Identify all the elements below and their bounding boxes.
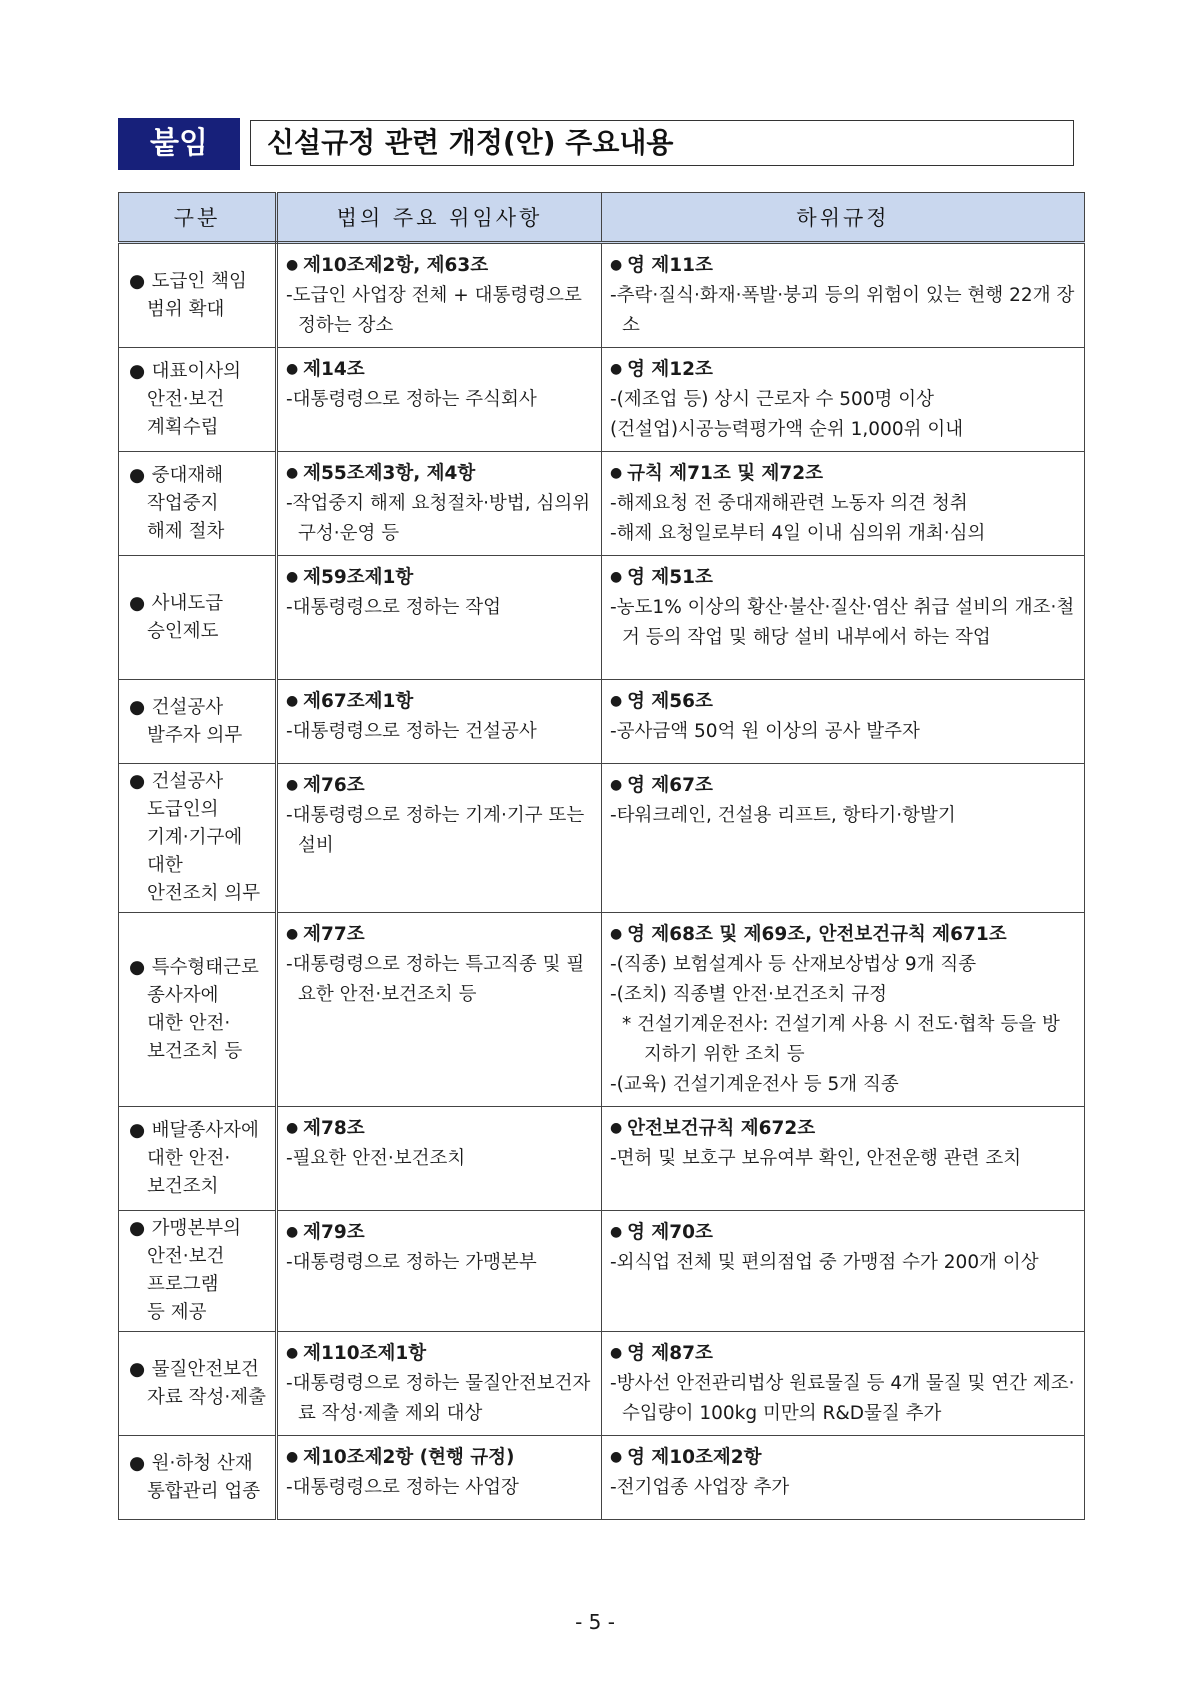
table-row: [119, 1107, 1085, 1211]
law-cell: [277, 1107, 602, 1211]
sub-regulation-cell: [602, 764, 1085, 913]
category-line: 대한 안전·: [147, 1012, 231, 1034]
page-number: - 5 -: [575, 1610, 615, 1634]
category-text: [129, 386, 269, 414]
law-item: -필요한 안전·보건조치: [286, 1148, 466, 1169]
category-text: [129, 1010, 269, 1038]
table-row: [119, 1436, 1085, 1520]
law-cell: [277, 348, 602, 452]
category-text: [129, 1384, 269, 1412]
category-text: [129, 880, 269, 908]
table-row: [119, 680, 1085, 764]
law-cell: [277, 556, 602, 680]
category-line: 기계·기구에: [147, 827, 243, 848]
category-text: [129, 490, 269, 518]
law-article-ref: ● 제14조: [286, 354, 593, 385]
category-cell: [119, 764, 277, 913]
bullet-icon: ●: [129, 771, 152, 792]
category-line: 가맹본부의: [151, 1218, 241, 1239]
category-line: 해제 절차: [147, 520, 225, 542]
category-cell: [119, 452, 277, 556]
column-header-category: 구분: [119, 193, 277, 243]
category-text: [129, 954, 269, 982]
sub-regulation-ref: ● 영 제56조: [610, 686, 1076, 717]
category-text: [129, 590, 269, 618]
category-line: 안전·보건: [147, 1246, 225, 1267]
attachment-tag: 붙임: [118, 118, 240, 170]
category-line: 중대재해: [151, 464, 224, 486]
category-line: 안전·보건: [147, 388, 225, 410]
sub-regulation-cell: [602, 452, 1085, 556]
law-article-ref: ● 제10조제2항, 제63조: [286, 250, 593, 281]
category-text: [129, 694, 269, 722]
category-text: [129, 1243, 269, 1271]
category-cell: [119, 1211, 277, 1332]
category-line: 발주자 의무: [147, 724, 243, 746]
category-line: 계획수립: [147, 416, 219, 438]
category-cell: [119, 680, 277, 764]
sub-regulation-item: -농도1% 이상의 황산·불산·질산·염산 취급 설비의 개조·철거 등의 작업 및 해당 설비 내부에서 하는 작업: [610, 597, 1075, 648]
law-item: -작업중지 해제 요청절차·방법, 심의위 구성·운영 등: [286, 493, 591, 544]
sub-regulation-cell: [602, 1332, 1085, 1436]
law-article-ref: ● 제59조제1항: [286, 562, 593, 593]
category-line: 범위 확대: [147, 298, 225, 320]
sub-regulation-cell: [602, 348, 1085, 452]
category-line: 승인제도: [147, 620, 219, 642]
sub-regulation-item: -(제조업 등) 상시 근로자 수 500명 이상: [610, 389, 935, 410]
category-line: 대한 안전·: [147, 1147, 231, 1169]
category-text: [129, 1215, 269, 1243]
sub-regulation-note: * 건설기계운전사: 건설기계 사용 시 전도·협착 등을 방지하기 위한 조치 등: [622, 1014, 1060, 1065]
regulation-table: [118, 192, 1085, 1520]
category-text: [129, 1478, 269, 1506]
law-cell: [277, 680, 602, 764]
category-line: 배달종사자에: [151, 1119, 259, 1141]
bullet-icon: ●: [129, 956, 152, 978]
table-row: [119, 556, 1085, 680]
column-header-law: 법의 주요 위임사항: [277, 193, 602, 243]
category-line: 프로그램: [147, 1274, 219, 1295]
law-cell: [277, 1436, 602, 1520]
law-item: -대통령령으로 정하는 가맹본부: [286, 1252, 537, 1273]
sub-regulation-cell: [602, 913, 1085, 1107]
category-text: [129, 268, 269, 296]
category-line: 대표이사의: [151, 360, 241, 382]
table-header-row: [119, 193, 1085, 243]
sub-regulation-ref: ● 영 제11조: [610, 250, 1076, 281]
bullet-icon: ●: [129, 1358, 152, 1380]
category-text: [129, 1271, 269, 1299]
sub-regulation-cell: [602, 1436, 1085, 1520]
category-text: [129, 1299, 269, 1327]
bullet-icon: ●: [129, 1452, 152, 1474]
law-item: -대통령령으로 정하는 사업장: [286, 1477, 519, 1498]
bullet-icon: ●: [129, 1119, 152, 1141]
category-line: 보건조치: [147, 1175, 219, 1197]
category-line: 도급인 책임: [151, 270, 247, 292]
category-cell: [119, 556, 277, 680]
table-body: [119, 243, 1085, 1520]
sub-regulation-item: -(직종) 보험설계사 등 산재보상법상 9개 직종: [610, 954, 977, 975]
category-text: [129, 618, 269, 646]
bullet-icon: ●: [129, 1218, 152, 1239]
category-line: 특수형태근로: [151, 956, 259, 978]
bullet-icon: ●: [129, 696, 152, 718]
law-article-ref: ● 제77조: [286, 919, 593, 950]
category-text: [129, 1038, 269, 1066]
category-line: 작업중지: [147, 492, 219, 514]
sub-regulation-item: -방사선 안전관리법상 원료물질 등 4개 물질 및 연간 제조·수입량이 100kg 미만의 R&D물질 추가: [610, 1373, 1075, 1424]
table-row: [119, 913, 1085, 1107]
sub-regulation-cell: [602, 243, 1085, 348]
law-item: -대통령령으로 정하는 특고직종 및 필요한 안전·보건조치 등: [286, 954, 585, 1005]
column-header-sub-regulation: 하위규정: [602, 193, 1085, 243]
category-cell: [119, 1436, 277, 1520]
law-cell: [277, 764, 602, 913]
category-text: [129, 852, 269, 880]
category-cell: [119, 1332, 277, 1436]
category-line: 건설공사: [151, 696, 224, 718]
sub-regulation-ref: ● 안전보건규칙 제672조: [610, 1113, 1076, 1144]
sub-regulation-item: -타워크레인, 건설용 리프트, 항타기·항발기: [610, 805, 956, 826]
category-text: [129, 982, 269, 1010]
law-cell: [277, 1211, 602, 1332]
law-item: -대통령령으로 정하는 건설공사: [286, 721, 537, 742]
law-cell: [277, 1332, 602, 1436]
category-cell: [119, 348, 277, 452]
category-line: 통합관리 업종: [147, 1480, 261, 1502]
bullet-icon: ●: [129, 360, 152, 382]
category-cell: [119, 1107, 277, 1211]
category-text: [129, 1145, 269, 1173]
law-article-ref: ● 제55조제3항, 제4항: [286, 458, 593, 489]
law-article-ref: ● 제78조: [286, 1113, 593, 1144]
bullet-icon: ●: [129, 464, 152, 486]
category-text: [129, 518, 269, 546]
sub-regulation-item: -(조치) 직종별 안전·보건조치 규정: [610, 984, 887, 1005]
sub-regulation-cell: [602, 556, 1085, 680]
sub-regulation-ref: ● 영 제12조: [610, 354, 1076, 385]
bullet-icon: ●: [129, 270, 152, 292]
category-cell: [119, 243, 277, 348]
category-text: [129, 1117, 269, 1145]
category-text: [129, 824, 269, 852]
table-row: [119, 452, 1085, 556]
sub-regulation-item: -해제 요청일로부터 4일 이내 심의위 개최·심의: [610, 523, 986, 544]
category-text: [129, 722, 269, 750]
category-line: 사내도급: [151, 592, 224, 614]
law-cell: [277, 452, 602, 556]
category-line: 자료 작성·제출: [147, 1386, 266, 1408]
sub-regulation-item: -(교육) 건설기계운전사 등 5개 직종: [610, 1074, 899, 1095]
category-cell: [119, 913, 277, 1107]
category-line: 도급인의: [147, 799, 219, 820]
title-box: [250, 120, 1074, 166]
category-text: [129, 462, 269, 490]
law-cell: [277, 913, 602, 1107]
bullet-icon: ●: [129, 592, 152, 614]
law-item: -대통령령으로 정하는 기계·기구 또는 설비: [286, 805, 585, 856]
sub-regulation-ref: ● 영 제68조 및 제69조, 안전보건규칙 제671조: [610, 919, 1076, 950]
category-line: 종사자에: [147, 984, 219, 1006]
sub-regulation-cell: [602, 1107, 1085, 1211]
category-text: [129, 796, 269, 824]
category-line: 대한: [147, 855, 183, 876]
sub-regulation-ref: ● 영 제87조: [610, 1338, 1076, 1369]
category-line: 등 제공: [147, 1302, 207, 1323]
category-text: [129, 768, 269, 796]
category-text: [129, 414, 269, 442]
sub-regulation-item: -추락·질식·화재·폭발·붕괴 등의 위험이 있는 현행 22개 장소: [610, 285, 1075, 336]
table-row: [119, 348, 1085, 452]
category-text: [129, 358, 269, 386]
law-cell: [277, 243, 602, 348]
category-text: [129, 296, 269, 324]
category-line: 원·하청 산재: [151, 1452, 253, 1474]
category-line: 건설공사: [151, 771, 224, 792]
sub-regulation-ref: ● 규칙 제71조 및 제72조: [610, 458, 1076, 489]
law-item: -대통령령으로 정하는 주식회사: [286, 389, 537, 410]
law-article-ref: ● 제67조제1항: [286, 686, 593, 717]
category-line: 물질안전보건: [151, 1358, 259, 1380]
law-article-ref: ● 제79조: [286, 1217, 593, 1248]
law-item: -대통령령으로 정하는 물질안전보건자료 작성·제출 제외 대상: [286, 1373, 591, 1424]
category-text: [129, 1356, 269, 1384]
category-text: [129, 1450, 269, 1478]
sub-regulation-ref: ● 영 제10조제2항: [610, 1442, 1076, 1473]
law-article-ref: ● 제10조제2항 (현행 규정): [286, 1442, 593, 1473]
table-row: [119, 764, 1085, 913]
sub-regulation-item: -외식업 전체 및 편의점업 중 가맹점 수가 200개 이상: [610, 1252, 1039, 1273]
sub-regulation-ref: ● 영 제70조: [610, 1217, 1076, 1248]
page-title: 신설규정 관련 개정(안) 주요내용: [267, 126, 674, 159]
table-row: [119, 1211, 1085, 1332]
sub-regulation-item: (건설업)시공능력평가액 순위 1,000위 이내: [610, 419, 964, 440]
sub-regulation-item: -면허 및 보호구 보유여부 확인, 안전운행 관련 조치: [610, 1148, 1022, 1169]
sub-regulation-ref: ● 영 제51조: [610, 562, 1076, 593]
sub-regulation-item: -해제요청 전 중대재해관련 노동자 의견 청취: [610, 493, 968, 514]
table-row: [119, 1332, 1085, 1436]
category-text: [129, 1173, 269, 1201]
table-row: [119, 243, 1085, 348]
law-item: -도급인 사업장 전체 + 대통령령으로 정하는 장소: [286, 285, 582, 336]
law-article-ref: ● 제110조제1항: [286, 1338, 593, 1369]
law-article-ref: ● 제76조: [286, 770, 593, 801]
document-header: [118, 118, 1078, 170]
category-line: 보건조치 등: [147, 1040, 243, 1062]
law-item: -대통령령으로 정하는 작업: [286, 597, 502, 618]
sub-regulation-item: -공사금액 50억 원 이상의 공사 발주자: [610, 721, 920, 742]
category-line: 안전조치 의무: [147, 883, 261, 904]
sub-regulation-cell: [602, 680, 1085, 764]
sub-regulation-ref: ● 영 제67조: [610, 770, 1076, 801]
sub-regulation-item: -전기업종 사업장 추가: [610, 1477, 790, 1498]
sub-regulation-cell: [602, 1211, 1085, 1332]
